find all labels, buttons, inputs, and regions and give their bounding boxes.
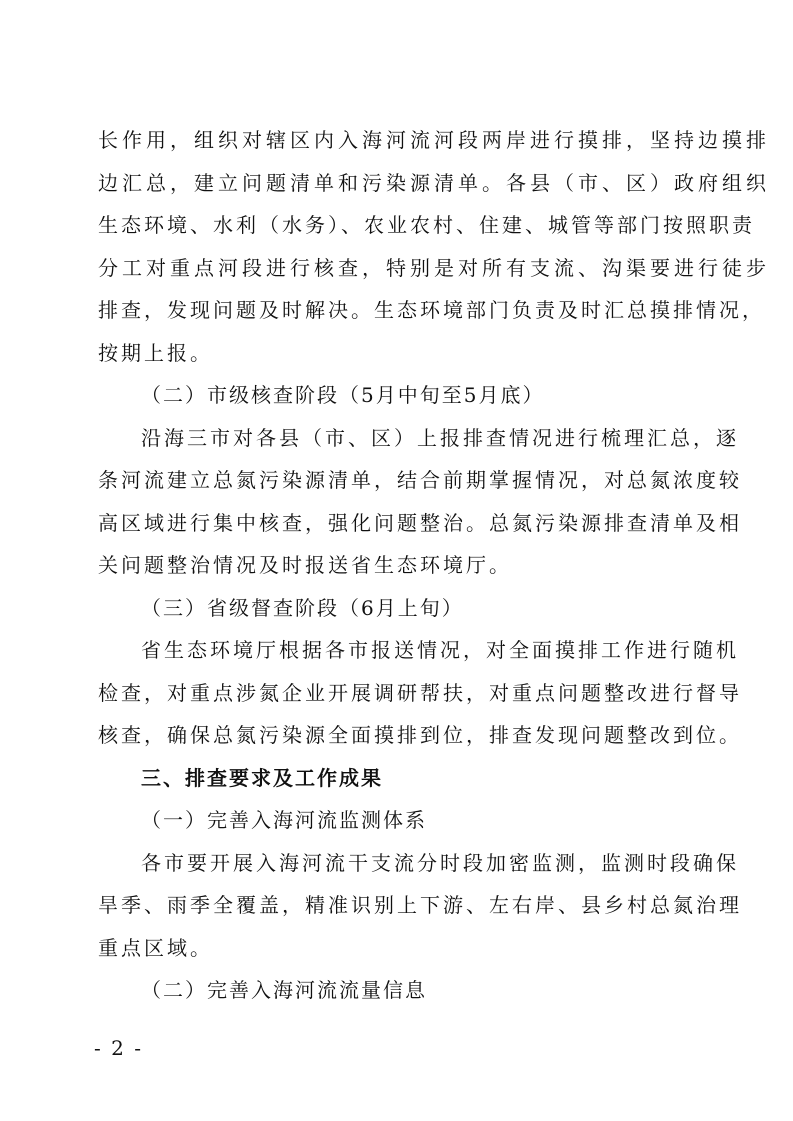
paragraph-line: 排查，发现问题及时解决。生态环境部门负责及时汇总摸排情况， — [98, 298, 765, 322]
paragraph-line: 长作用，组织对辖区内入海河流河段两岸进行摸排，坚持边摸排 — [98, 128, 770, 152]
paragraph-line: 边汇总，建立问题清单和污染源清单。各县（市、区）政府组织 — [98, 171, 770, 195]
paragraph-line: 按期上报。 — [98, 341, 213, 365]
section-heading: 三、排查要求及工作成果 — [141, 766, 383, 790]
paragraph-line: 高区域进行集中核查，强化问题整治。总氮污染源排查清单及相 — [98, 511, 742, 535]
paragraph-line: 沿海三市对各县（市、区）上报排查情况进行梳理汇总，逐 — [141, 426, 739, 450]
paragraph-line: 检查，对重点涉氮企业开展调研帮扶，对重点问题整改进行督导 — [98, 681, 742, 705]
paragraph-line: 核查，确保总氮污染源全面摸排到位，排查发现问题整改到位。 — [98, 723, 742, 747]
paragraph-line: 条河流建立总氮污染源清单，结合前期掌握情况，对总氮浓度较 — [98, 468, 742, 492]
subsection-heading: （三）省级督查阶段（6月上旬） — [141, 596, 464, 620]
paragraph-line: 省生态环境厅根据各市报送情况，对全面摸排工作进行随机 — [141, 638, 739, 662]
paragraph-line: 生态环境、水利（水务）、农业农村、住建、城管等部门按照职责 — [98, 213, 755, 237]
paragraph-line: 旱季、雨季全覆盖，精准识别上下游、左右岸、县乡村总氮治理 — [98, 893, 742, 917]
page-number: - 2 - — [94, 1036, 143, 1060]
subsection-heading: （二）完善入海河流流量信息 — [141, 978, 427, 1002]
paragraph-line: 重点区域。 — [98, 936, 213, 960]
subsection-heading: （一）完善入海河流监测体系 — [141, 808, 427, 832]
paragraph-line: 关问题整治情况及时报送省生态环境厅。 — [98, 553, 512, 577]
subsection-heading: （二）市级核查阶段（5月中旬至5月底） — [141, 383, 545, 407]
paragraph-line: 各市要开展入海河流干支流分时段加密监测，监测时段确保 — [141, 851, 739, 875]
paragraph-line: 分工对重点河段进行核查，特别是对所有支流、沟渠要进行徒步 — [98, 256, 770, 280]
